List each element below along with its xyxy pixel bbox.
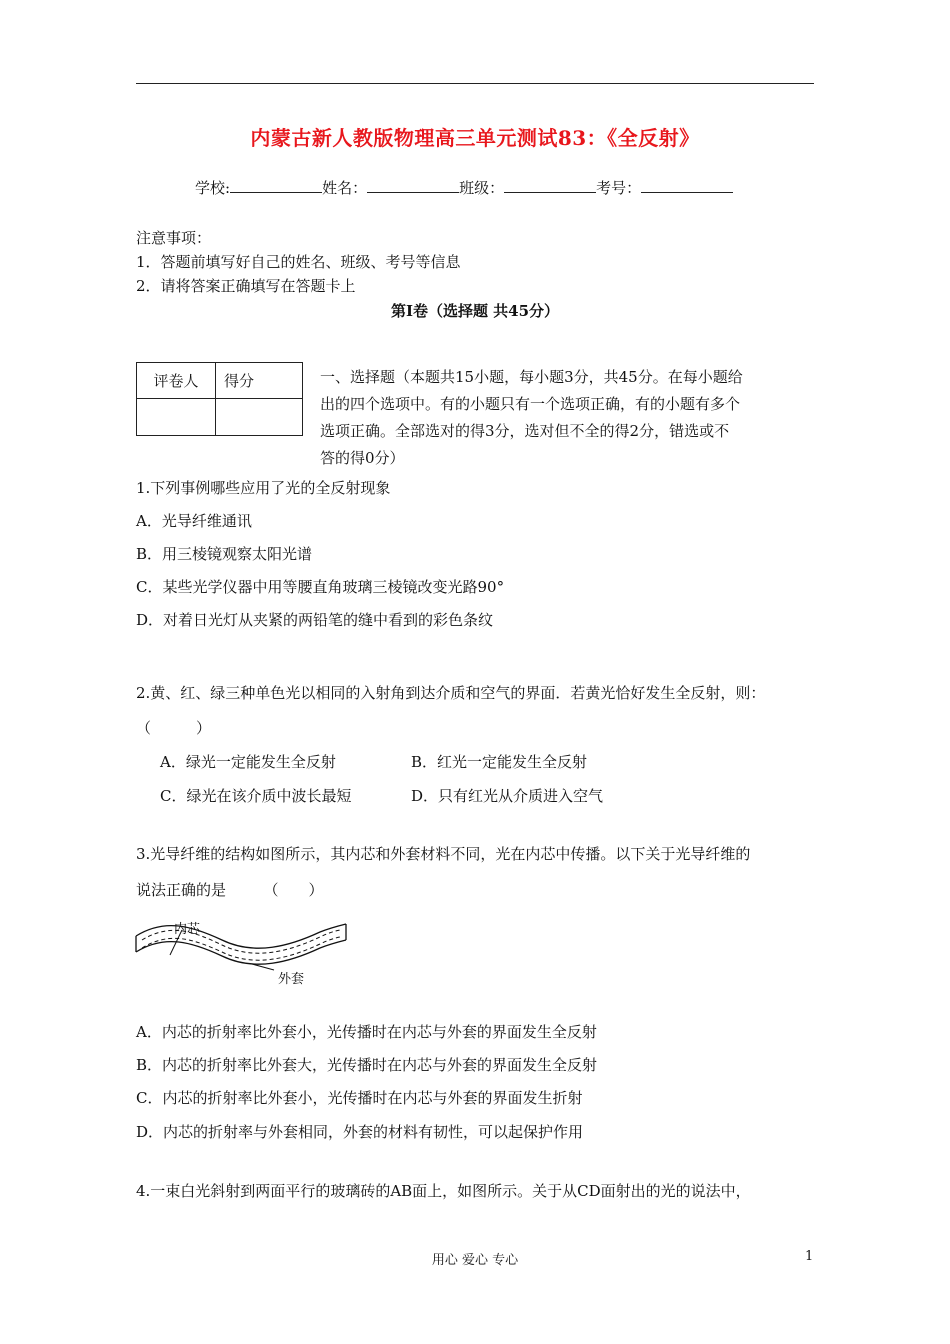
question-2-option-d: D．只有红光从介质进入空气 bbox=[411, 787, 604, 805]
notes-item: 2．请将答案正确填写在答题卡上 bbox=[136, 277, 356, 295]
question-3-option-a: A．内芯的折射率比外套小，光传播时在内芯与外套的界面发生全反射 bbox=[136, 1023, 597, 1041]
class-blank bbox=[504, 191, 596, 193]
page-footer-motto: 用心 爱心 专心 bbox=[431, 1253, 519, 1268]
question-1-option-c: C．某些光学仪器中用等腰直角玻璃三棱镜改变光路90° bbox=[136, 578, 505, 596]
question-2-option-b: B．红光一定能发生全反射 bbox=[411, 753, 588, 771]
question-3-option-d: D．内芯的折射率与外套相同，外套的材料有韧性，可以起保护作用 bbox=[136, 1123, 584, 1141]
fiber-outer-bottom-edge bbox=[136, 940, 346, 964]
question-2-option-a: A．绿光一定能发生全反射 bbox=[160, 753, 336, 771]
outer-cladding-leader-line bbox=[252, 964, 274, 970]
figure-label-inner-core: 内芯 bbox=[174, 922, 201, 937]
notes-item: 1．答题前填写好自己的姓名、班级、考号等信息 bbox=[136, 253, 461, 271]
question-4-stem: 4.一束白光斜射到两面平行的玻璃砖的AB面上，如图所示。关于从CD面射出的光的说法中， bbox=[136, 1182, 751, 1200]
grader-header: 评卷人 bbox=[137, 363, 216, 399]
score-header: 得分 bbox=[216, 363, 303, 399]
student-info-line bbox=[195, 177, 733, 198]
fiber-core-bottom-edge bbox=[142, 937, 340, 960]
question-1-option-d: D．对着日光灯从夹紧的两铅笔的缝中看到的彩色条纹 bbox=[136, 611, 494, 629]
section-intro-line: 出的四个选项中。有的小题只有一个选项正确，有的小题有多个 bbox=[320, 395, 741, 413]
question-1-stem: 1.下列事例哪些应用了光的全反射现象 bbox=[136, 479, 391, 497]
exam-no-blank bbox=[641, 191, 733, 193]
volume-title: 第I卷（选择题 共45分） bbox=[390, 302, 560, 320]
grader-cell bbox=[137, 399, 216, 436]
question-2-option-c: C．绿光在该介质中波长最短 bbox=[160, 787, 352, 805]
school-blank bbox=[230, 191, 322, 193]
school-label: 学校: bbox=[195, 179, 231, 197]
question-3-stem-continued: 说法正确的是 （ ） bbox=[136, 881, 324, 899]
optical-fiber-figure bbox=[130, 910, 360, 990]
question-3-stem: 3.光导纤维的结构如图所示，其内芯和外套材料不同，光在内芯中传播。以下关于光导纤维的 bbox=[136, 845, 751, 863]
section-intro-line: 选项正确。全部选对的得3分，选对但不全的得2分，错选或不 bbox=[320, 422, 730, 440]
question-2-answer-bracket: （ ） bbox=[136, 719, 212, 737]
question-3-option-b: B．内芯的折射率比外套大，光传播时在内芯与外套的界面发生全反射 bbox=[136, 1056, 598, 1074]
question-3-option-c: C．内芯的折射率比外套小，光传播时在内芯与外套的界面发生折射 bbox=[136, 1089, 583, 1107]
fiber-outer-top-edge bbox=[136, 924, 346, 948]
question-1-option-a: A．光导纤维通讯 bbox=[136, 512, 252, 530]
figure-label-outer-cladding: 外套 bbox=[278, 972, 305, 987]
page-number: 1 bbox=[805, 1249, 814, 1264]
score-table bbox=[136, 362, 303, 436]
name-label: 姓名： bbox=[322, 179, 368, 197]
page-title: 内蒙古新人教版物理高三单元测试83：《全反射》 bbox=[250, 126, 700, 150]
class-label: 班级： bbox=[459, 179, 505, 197]
header-rule bbox=[136, 83, 814, 84]
question-1-option-b: B．用三棱镜观察太阳光谱 bbox=[136, 545, 313, 563]
section-intro bbox=[320, 364, 790, 472]
name-blank bbox=[367, 191, 459, 193]
score-cell bbox=[216, 399, 303, 436]
question-2-stem: 2.黄、红、绿三种单色光以相同的入射角到达介质和空气的界面．若黄光恰好发生全反射，则： bbox=[136, 684, 766, 702]
section-intro-line: 答的得0分） bbox=[320, 449, 405, 467]
exam-no-label: 考号： bbox=[596, 179, 642, 197]
notes-heading: 注意事项： bbox=[136, 229, 212, 247]
section-intro-line: 一、选择题（本题共15小题，每小题3分，共45分。在每小题给 bbox=[320, 368, 743, 386]
